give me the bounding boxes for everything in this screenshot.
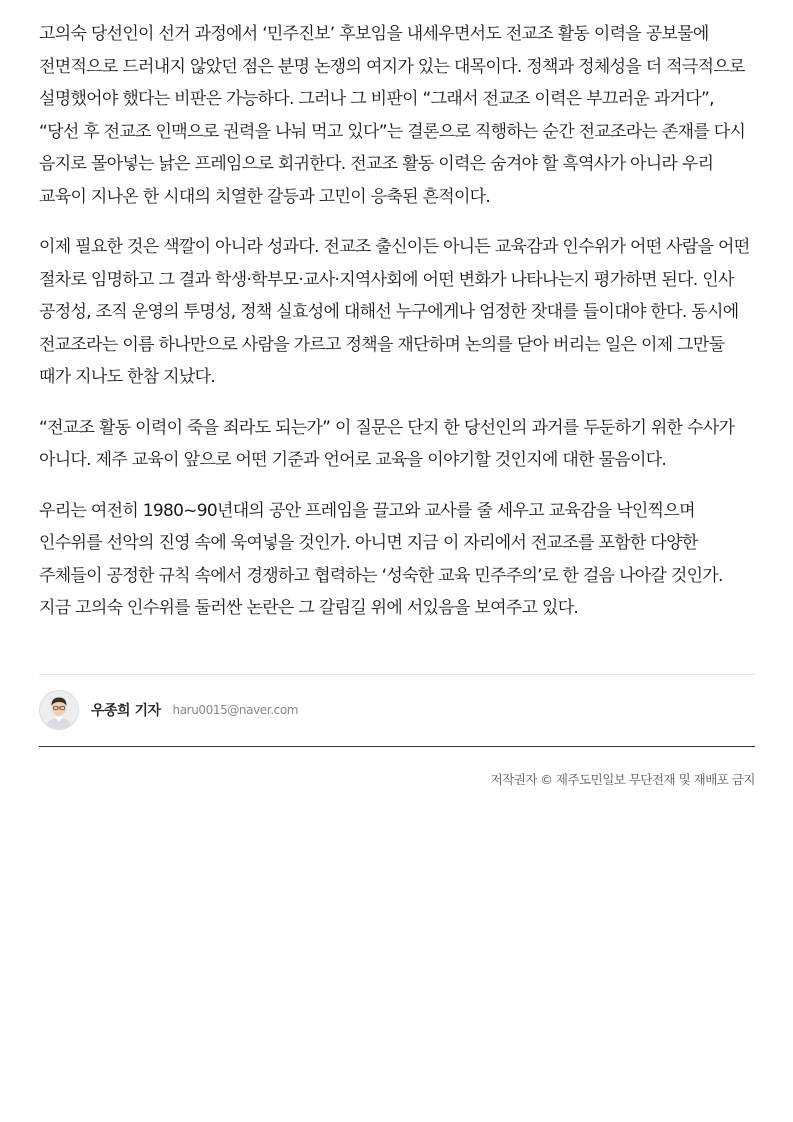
author-email[interactable]: haru0015@naver.com <box>172 703 299 717</box>
article-body <box>39 18 755 643</box>
article-paragraph: “전교조 활동 이력이 죽을 죄라도 되는가” 이 질문은 단지 한 당선인의 과거를 두둔하기 위한 수사가 아니다. 제주 교육이 앞으로 어떤 기준과 언어로 교육을 이야기할 것인지에 대한 물음이다. <box>39 417 735 470</box>
author-box <box>39 689 755 731</box>
article-paragraph: 우리는 여전히 1980~90년대의 공안 프레임을 끌고와 교사를 줄 세우고 교육감을 낙인찍으며 인수위를 선악의 진영 속에 욱여넣을 것인가. 아니면 지금 이 자리에서 전교조를 포함한 다양한 주체들이 공정한 규칙 속에서 경쟁하고 협력하는 ‘성숙한 교육 민주주의’로 한 걸음 나아갈 것인가. 지금 고의숙 인수위를 둘러싼 논란은 그 갈림길 위에 서있음을 보여주고 있다. <box>39 500 723 618</box>
article-paragraph: 이제 필요한 것은 색깔이 아니라 성과다. 전교조 출신이든 아니든 교육감과 인수위가 어떤 사람을 어떤 절차로 임명하고 그 결과 학생·학부모·교사·지역사회에 어떤 변화가 나타나는지 평가하면 된다. 인사 공정성, 조직 운영의 투명성, 정책 실효성에 대해선 누구에게나 엄정한 잣대를 들이대야 한다. 동시에 전교조라는 이름 하나만으로 사람을 가르고 정책을 재단하며 논의를 닫아 버리는 일은 이제 그만둘 때가 지나도 한참 지났다. <box>39 237 750 387</box>
reporter-portrait-icon[interactable] <box>39 690 79 730</box>
author-name[interactable]: 우종희 기자 <box>91 703 161 719</box>
author-top-divider <box>39 674 755 675</box>
article-paragraph: 고의숙 당선인이 선거 과정에서 ‘민주진보’ 후보임을 내세우면서도 전교조 활동 이력을 공보물에 전면적으로 드러내지 않았던 점은 분명 논쟁의 여지가 있는 대목이다. 정책과 정체성을 더 적극적으로 설명했어야 했다는 비판은 가능하다. 그러나 그 비판이 “그래서 전교조 이력은 부끄러운 과거다”, “당선 후 전교조 인맥으로 권력을 나눠 먹고 있다”는 결론으로 직행하는 순간 전교조라는 존재를 다시 음지로 몰아넣는 낡은 프레임으로 회귀한다. 전교조 활동 이력은 숨겨야 할 흑역사가 아니라 우리 교육이 지나온 한 시대의 치열한 갈등과 고민이 응축된 흔적이다. <box>39 24 746 207</box>
copyright-notice: 저작권자 © 제주도민일보 무단전재 및 재배포 금지 <box>490 772 755 787</box>
footer-divider <box>39 746 755 747</box>
